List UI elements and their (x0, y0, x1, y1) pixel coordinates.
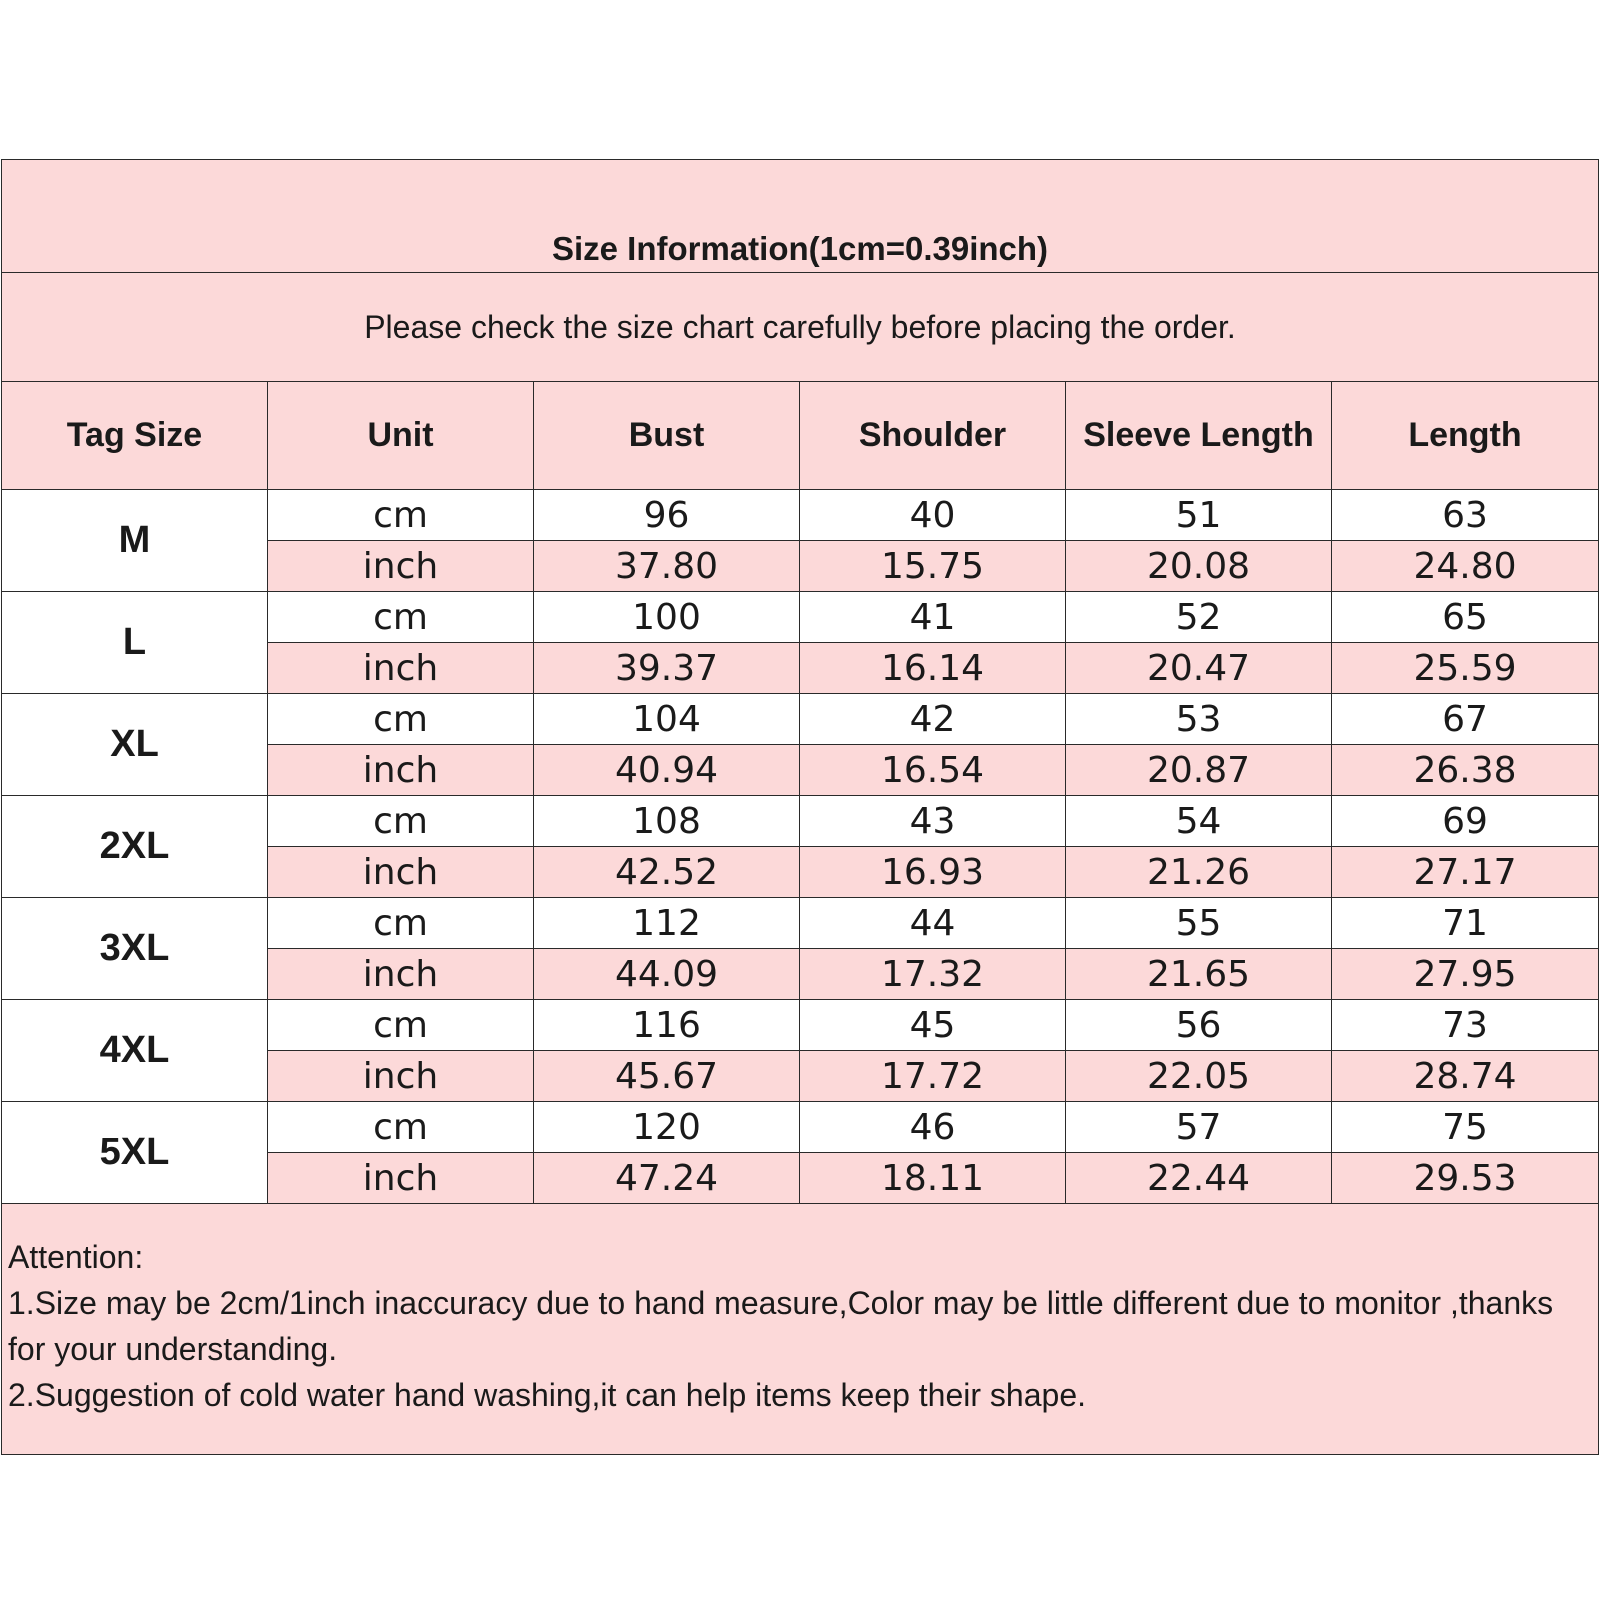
header-tag-size: Tag Size (2, 382, 268, 490)
value-cell: 24.80 (1332, 541, 1599, 592)
tag-size-cell: XL (2, 694, 268, 796)
value-cell: 16.93 (800, 847, 1066, 898)
attention-row (2, 1204, 1599, 1455)
attention-notes (2, 1204, 1599, 1455)
value-cell: 63 (1332, 490, 1599, 541)
table-row (2, 490, 1599, 541)
unit-cell: inch (268, 1051, 534, 1102)
header-row (2, 382, 1599, 490)
value-cell: 45.67 (534, 1051, 800, 1102)
unit-cell: cm (268, 1000, 534, 1051)
attention-note2: 2.Suggestion of cold water hand washing,it can help items keep their shape. (8, 1377, 1086, 1413)
value-cell: 55 (1066, 898, 1332, 949)
value-cell: 27.17 (1332, 847, 1599, 898)
table-row (2, 796, 1599, 847)
header-unit: Unit (268, 382, 534, 490)
unit-cell: inch (268, 745, 534, 796)
value-cell: 16.54 (800, 745, 1066, 796)
chart-title: Size Information(1cm=0.39inch) (2, 160, 1599, 273)
unit-cell: cm (268, 796, 534, 847)
value-cell: 45 (800, 1000, 1066, 1051)
unit-cell: cm (268, 898, 534, 949)
header-sleeve-length: Sleeve Length (1066, 382, 1332, 490)
unit-cell: inch (268, 847, 534, 898)
value-cell: 21.65 (1066, 949, 1332, 1000)
attention-note1: 1.Size may be 2cm/1inch inaccuracy due to hand measure,Color may be little different due to monitor ,thanks for your understanding. (8, 1285, 1554, 1367)
value-cell: 42 (800, 694, 1066, 745)
value-cell: 29.53 (1332, 1153, 1599, 1204)
table-row (2, 1102, 1599, 1153)
value-cell: 47.24 (534, 1153, 800, 1204)
table-row (2, 694, 1599, 745)
value-cell: 54 (1066, 796, 1332, 847)
value-cell: 69 (1332, 796, 1599, 847)
unit-cell: cm (268, 592, 534, 643)
value-cell: 108 (534, 796, 800, 847)
value-cell: 44 (800, 898, 1066, 949)
value-cell: 37.80 (534, 541, 800, 592)
tag-size-cell: 2XL (2, 796, 268, 898)
value-cell: 15.75 (800, 541, 1066, 592)
unit-cell: inch (268, 1153, 534, 1204)
unit-cell: inch (268, 541, 534, 592)
tag-size-cell: 5XL (2, 1102, 268, 1204)
header-shoulder: Shoulder (800, 382, 1066, 490)
table-row (2, 592, 1599, 643)
unit-cell: inch (268, 643, 534, 694)
size-chart-table (1, 159, 1599, 1455)
value-cell: 17.32 (800, 949, 1066, 1000)
value-cell: 73 (1332, 1000, 1599, 1051)
value-cell: 53 (1066, 694, 1332, 745)
value-cell: 51 (1066, 490, 1332, 541)
value-cell: 25.59 (1332, 643, 1599, 694)
value-cell: 43 (800, 796, 1066, 847)
value-cell: 22.44 (1066, 1153, 1332, 1204)
value-cell: 75 (1332, 1102, 1599, 1153)
value-cell: 28.74 (1332, 1051, 1599, 1102)
value-cell: 46 (800, 1102, 1066, 1153)
unit-cell: cm (268, 694, 534, 745)
value-cell: 104 (534, 694, 800, 745)
value-cell: 21.26 (1066, 847, 1332, 898)
value-cell: 20.87 (1066, 745, 1332, 796)
value-cell: 16.14 (800, 643, 1066, 694)
value-cell: 71 (1332, 898, 1599, 949)
value-cell: 65 (1332, 592, 1599, 643)
value-cell: 112 (534, 898, 800, 949)
table-row (2, 898, 1599, 949)
tag-size-cell: 4XL (2, 1000, 268, 1102)
value-cell: 67 (1332, 694, 1599, 745)
unit-cell: inch (268, 949, 534, 1000)
value-cell: 42.52 (534, 847, 800, 898)
value-cell: 57 (1066, 1102, 1332, 1153)
header-length: Length (1332, 382, 1599, 490)
value-cell: 41 (800, 592, 1066, 643)
table-row (2, 1000, 1599, 1051)
value-cell: 120 (534, 1102, 800, 1153)
unit-cell: cm (268, 1102, 534, 1153)
value-cell: 52 (1066, 592, 1332, 643)
value-cell: 116 (534, 1000, 800, 1051)
value-cell: 40.94 (534, 745, 800, 796)
value-cell: 96 (534, 490, 800, 541)
header-bust: Bust (534, 382, 800, 490)
value-cell: 44.09 (534, 949, 800, 1000)
value-cell: 26.38 (1332, 745, 1599, 796)
value-cell: 40 (800, 490, 1066, 541)
tag-size-cell: M (2, 490, 268, 592)
value-cell: 56 (1066, 1000, 1332, 1051)
value-cell: 22.05 (1066, 1051, 1332, 1102)
value-cell: 27.95 (1332, 949, 1599, 1000)
tag-size-cell: L (2, 592, 268, 694)
value-cell: 20.47 (1066, 643, 1332, 694)
attention-heading: Attention: (8, 1239, 144, 1275)
value-cell: 39.37 (534, 643, 800, 694)
value-cell: 17.72 (800, 1051, 1066, 1102)
notice-text: Please check the size chart carefully before placing the order. (2, 273, 1599, 382)
value-cell: 18.11 (800, 1153, 1066, 1204)
tag-size-cell: 3XL (2, 898, 268, 1000)
value-cell: 100 (534, 592, 800, 643)
value-cell: 20.08 (1066, 541, 1332, 592)
unit-cell: cm (268, 490, 534, 541)
